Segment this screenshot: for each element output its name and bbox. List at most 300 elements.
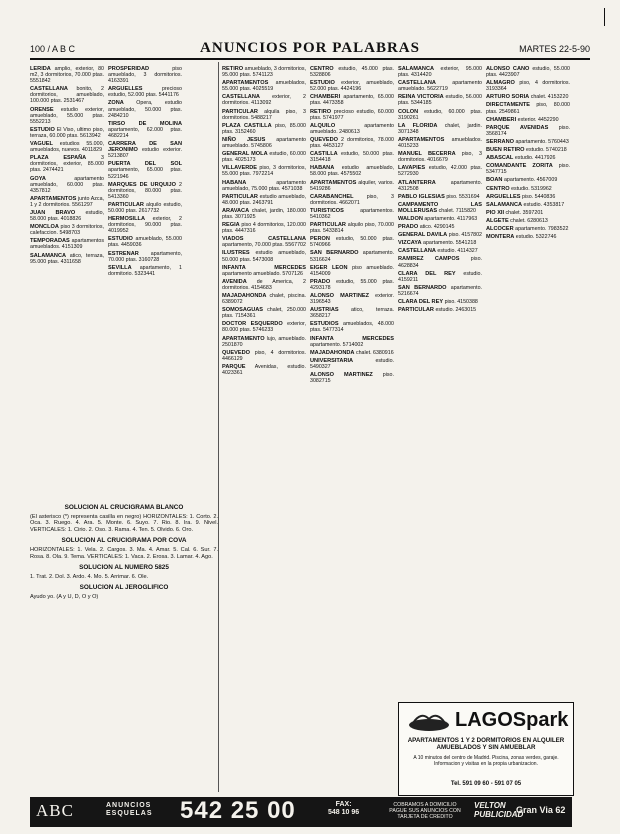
ad-body: piso, 4 dormitorios. 3193364 [486, 80, 570, 93]
ad-heading: WALDON [398, 215, 423, 222]
classified-ad [486, 177, 570, 183]
ad-body: Avenidas, estudio. 4023361 [222, 363, 306, 377]
classified-ad [398, 256, 482, 268]
classified-ad [310, 66, 394, 78]
classified-ad [30, 238, 104, 250]
classified-ad [486, 80, 570, 92]
classified-ad [398, 109, 482, 121]
classified-ad [486, 117, 570, 123]
lagos-subtitle: APARTAMENTOS 1 Y 2 DORMITORIOS EN ALQUILER AMUEBLADOS Y SIN AMUEBLAR [407, 737, 565, 751]
ad-body: 2 dormitorios, 80.000 ptas. 5413360 [108, 181, 182, 200]
classified-ad [310, 165, 394, 177]
ad-heading: ALONSO MARTINEZ [310, 372, 373, 379]
classified-ad [108, 121, 182, 139]
ad-body: apartamento. 5316624 [310, 250, 394, 263]
ad-heading: QUEVEDO [222, 349, 250, 356]
classified-ad [398, 240, 482, 246]
ad-heading: TEMPORADAS [30, 238, 70, 245]
ad-body: El Viso, ultimo piso, terraza, 60.000 ptas. 5613942 [30, 126, 104, 139]
classified-ad [222, 123, 306, 135]
ad-body: apartamento amueblado. 5622719 [398, 80, 482, 93]
ad-body: exterior, 2 dormitorios, 90.000 ptas. 4019952 [108, 216, 182, 235]
classified-ad [222, 180, 306, 192]
classified-ad [310, 307, 394, 319]
ad-heading: PARTICULAR [222, 108, 258, 115]
ad-heading: HERMOSILLA [108, 216, 145, 223]
ad-body: estudio. 5740218 [526, 147, 567, 154]
classified-ad [108, 216, 182, 234]
ad-heading: INFANTA MERCEDES [222, 264, 306, 271]
classified-ad [398, 180, 482, 192]
classified-ad [222, 307, 306, 319]
ad-body: apartamento, 65.000 ptas. 4473358 [310, 94, 394, 107]
ad-heading: TURISTICOS [310, 207, 344, 214]
ad-body: apartamento. 4312508 [398, 179, 482, 192]
ad-heading: ARAVACA [222, 207, 250, 214]
ad-body: atico, terraza, 95.000 ptas. 4311658 [30, 252, 104, 265]
classified-ad [222, 265, 306, 277]
classified-ad [398, 123, 482, 135]
ad-heading: BOAN [486, 177, 503, 184]
ad-body: chalet. 3597201 [505, 209, 544, 216]
classified-ad [310, 336, 394, 348]
classified-ad [108, 265, 182, 277]
classified-ad [222, 321, 306, 333]
ad-heading: CASTELLANA [398, 248, 436, 255]
ad-body: amplio, exterior, 80 m2, 3 dormitorios, 70.000 ptas. 5551842 [30, 66, 104, 85]
classified-ad [108, 182, 182, 200]
ad-heading: CASTILLA [310, 151, 338, 158]
ad-heading: COLON [398, 108, 419, 115]
ad-heading: CENTRO [310, 66, 334, 72]
ad-heading: ZONA [108, 100, 124, 107]
ad-body: chalet. 7115820 [438, 207, 476, 214]
classified-ad [310, 194, 394, 206]
ad-body: estudio. 4114327 [437, 248, 478, 255]
ad-heading: PERON [310, 236, 330, 243]
ad-body: piso. 4157802 [448, 232, 482, 239]
ad-heading: MANUEL BECERRA [398, 151, 456, 158]
classified-ad [310, 137, 394, 149]
ad-heading: APARTAMENTO [222, 335, 265, 342]
ad-heading: ESTUDIO [108, 236, 133, 243]
ad-heading: VAGUEL [30, 141, 53, 148]
ad-body: estudio, 58.000 ptas. 4018826 [30, 209, 104, 223]
ads-column-2 [108, 66, 182, 452]
ad-heading: EIGER LEON [310, 264, 348, 271]
ad-heading: TIRSO DE MOLINA [108, 120, 182, 127]
ad-body: alquilo estudio, 50.000 ptas. 2617732 [108, 201, 182, 214]
ad-body: estudio, 55.000 ptas. 4423907 [486, 66, 570, 79]
fax-number: 548 10 96 [328, 809, 360, 816]
ad-heading: PRADO [398, 224, 419, 231]
ad-body: piso 3 dormitorios, calefaccion. 5498703 [30, 224, 104, 237]
ad-body: estudio. 4353817 [523, 201, 565, 208]
classified-ad [222, 293, 306, 305]
classified-ad [398, 94, 482, 106]
ad-heading: CARABANCHEL [310, 193, 354, 200]
classified-ad [486, 194, 570, 200]
ad-heading: MONCLOA [30, 224, 59, 231]
classified-ad [30, 127, 104, 139]
classified-ad [30, 107, 104, 125]
velton-name: VELTON [474, 801, 506, 810]
gran-via-address: Gran Via 62 [516, 805, 566, 815]
ad-body: junto Azca, 1 y 2 dormitorios. 5561297 [30, 195, 104, 208]
classified-ad [486, 186, 570, 192]
ad-heading: ALMAGRO [486, 80, 515, 87]
classified-ad [310, 109, 394, 121]
classified-ad [398, 80, 482, 92]
ad-heading: ESTRENAR [108, 250, 139, 257]
classified-ad [222, 350, 306, 362]
ad-heading: ARGUELLES [108, 86, 143, 93]
ad-heading: LERIDA [30, 66, 51, 72]
ad-body: apartamento amueblado. 5707126 [222, 270, 303, 277]
classified-ad [108, 100, 182, 118]
ad-heading: CLARA DEL REY [398, 270, 456, 277]
classified-ad [398, 202, 482, 214]
ad-body: estudio amueblado, 58.000 ptas. 4575502 [310, 165, 394, 178]
ad-heading: QUEVEDO [310, 136, 338, 143]
classified-ad [398, 299, 482, 305]
classified-ad [30, 86, 104, 104]
ad-heading: REGIA [222, 222, 240, 229]
ad-body: chalet. 6380916 [355, 349, 394, 356]
ad-heading: MARQUES DE URQUIJO [108, 181, 177, 188]
ad-heading: SEVILLA [108, 264, 132, 271]
classified-ad [222, 66, 306, 78]
ad-heading: CASTELLANA [222, 94, 260, 101]
lagos-phone: Tel. 591 09 60 - 591 07 05 [450, 781, 522, 787]
classified-ad [30, 141, 104, 153]
ad-heading: ALONSO MARTINEZ [310, 293, 370, 299]
ad-body: apartamento, 70.000 ptas. 3160728 [108, 250, 182, 263]
ad-body: apartamento. 4567009 [503, 177, 558, 184]
classified-ad [398, 224, 482, 230]
solution-title: SOLUCION AL CRUCIGRAMA BLANCO [64, 504, 184, 511]
page-edge-mark [604, 8, 605, 26]
classified-ad [486, 226, 570, 232]
ads-column-5 [398, 66, 482, 700]
ad-heading: LAVAPIES [398, 165, 426, 172]
classified-ad [398, 151, 482, 163]
solution-text: HORIZONTALES: 1. Vela. 2. Cargos. 3. Ma. 4. Amar. 5. Cal. 6. Sur. 7. Rosa. 8. Ola. 9. Tema. VERTICALES: 1. Vaca. 2. Erosa. 3. Lamar. 4. Ago. [30, 546, 218, 560]
ad-body: estudio. 4417926 [514, 155, 556, 162]
classified-ad [222, 137, 306, 149]
ad-heading: ILUSTRES [222, 250, 250, 257]
abc-logo: ABC [36, 801, 74, 820]
ad-heading: MAJADAHONDA [222, 293, 267, 299]
classified-ad [222, 364, 306, 376]
solution-title: SOLUCION AL NUMERO 5825 [79, 564, 169, 572]
ad-body: estudio exterior. 5213807 [108, 147, 182, 160]
ad-heading: SAN BERNARDO [310, 250, 359, 257]
ad-body: exterior, 2 dormitorios. 4113092 [222, 94, 306, 107]
ad-body: 2 dormitorios, 78.000 ptas. 4453127 [310, 136, 394, 150]
ad-heading: MAJADAHONDA [310, 349, 355, 356]
ad-body: alquiler, varios. 5419286 [310, 179, 394, 192]
ad-body: apartamento, 1 dormitorio. 5323441 [108, 264, 182, 277]
ad-heading: ABASCAL [486, 155, 514, 162]
ad-body: amueblado, 55.000 ptas. 4459036 [108, 236, 182, 249]
classified-ad [310, 372, 394, 384]
classified-ad [486, 163, 570, 175]
classified-ad [108, 236, 182, 248]
ad-heading: CHAMBERI [310, 94, 341, 101]
ad-body: piso, 3 dormitorios. 4016679 [398, 151, 482, 164]
ad-body: piso, 4 dormitorios. 4466129 [222, 349, 306, 362]
puzzle-solutions [30, 500, 218, 780]
ad-heading: ESTUDIOS [310, 321, 339, 328]
ad-heading: CHAMBERI [486, 116, 517, 123]
ad-body: estudio, 55.000 ptas. 4293178 [310, 278, 394, 291]
ad-heading: AUSTRIAS [310, 307, 339, 314]
classified-ad [222, 279, 306, 291]
classified-ad [108, 66, 182, 84]
ad-heading: PARTICULAR [398, 307, 434, 314]
classified-ad [398, 285, 482, 297]
classified-ad [222, 165, 306, 177]
ad-body: atico, terraza. 3658217 [310, 307, 394, 320]
ad-heading: CARRERA DE SAN JERONIMO [108, 141, 182, 154]
ad-heading: CASTELLANA [30, 86, 68, 93]
classified-ad [398, 232, 482, 238]
column-divider [218, 62, 219, 792]
ad-heading: CENTRO [486, 185, 510, 192]
ad-heading: ARGUELLES [486, 193, 521, 200]
ad-heading: CLARA DEL REY [398, 299, 444, 305]
ad-body: estudio, 45.000 ptas. 5328806 [310, 66, 394, 79]
ad-body: estudio. 5490327 [310, 357, 394, 370]
ad-heading: JUAN BRAVO [30, 209, 76, 216]
ad-heading: ESTUDIO [30, 126, 55, 133]
classified-ad [486, 94, 570, 100]
ad-body: precioso estudio, 60.000 ptas. 5741977 [310, 108, 394, 121]
solution-text: 1. Trat. 2. Dol. 3. Ardo. 4. Mo. 5. Arrimar. 6. Ole. [30, 573, 149, 580]
payment-info: COBRAMOS A DOMICILIO PAGUE SUS ANUNCIOS CON TARJETA DE CREDITO [389, 802, 461, 821]
classified-ad [108, 141, 182, 159]
classified-ad [222, 94, 306, 106]
fax-label: FAX: [335, 801, 352, 808]
lagos-logo-icon [407, 707, 451, 733]
classified-ad [486, 125, 570, 137]
ad-heading: VIZCAYA [398, 240, 422, 247]
ad-heading: ALONSO CANO [486, 66, 530, 72]
ad-body: apartamento. 5216674 [398, 284, 482, 297]
ad-body: piso 4 dormitorios, 120.000 ptas. 4447316 [222, 222, 306, 235]
classified-ad [486, 102, 570, 114]
ad-heading: RETIRO [310, 108, 332, 115]
ad-heading: DIRECTAMENTE [486, 102, 531, 109]
ad-body: piso amueblado, 3 dormitorios. 4163391 [108, 66, 182, 85]
ad-body: apartamentos amueblados. 4151309 [30, 238, 104, 251]
classified-ad [310, 80, 394, 92]
classified-ad [486, 147, 570, 153]
ad-body: amueblados, 48.000 ptas. 5477314 [310, 321, 394, 334]
anuncios-esquelas [106, 802, 153, 818]
classified-ad [30, 253, 104, 265]
ad-body: atico. 4290145 [419, 224, 455, 231]
ad-body: exterior, amueblado, 52.000 ptas. 4424196 [310, 80, 394, 93]
ad-heading: APARTAMENTOS [30, 195, 77, 202]
lagospark-advert [398, 702, 574, 796]
ad-body: estudio. 5319962 [511, 185, 552, 192]
classified-ad [398, 165, 482, 177]
ad-body: estudio, 50.000 ptas. 5740966 [310, 236, 394, 249]
ad-heading: RAMIREZ CAMPOS [398, 256, 460, 263]
ad-body: chalet. 4153220 [530, 94, 569, 101]
ad-heading: PARTICULAR [310, 222, 346, 229]
ads-phone-number: 542 25 00 [180, 797, 296, 824]
ad-heading: HABANA [310, 165, 335, 172]
ad-heading: COMANDANTE ZORITA [486, 163, 553, 170]
ads-column-3 [222, 66, 306, 766]
ad-heading: PRADO [310, 278, 331, 285]
classified-ad [310, 321, 394, 333]
ad-body: piso, 80.000 ptas. 2549861 [486, 102, 570, 115]
ad-body: estudio, 60.000 ptas. 3190261 [398, 108, 482, 121]
ad-heading: VIADOS CASTELLANA [222, 236, 306, 243]
classified-ad [222, 208, 306, 220]
classified-ad [310, 350, 394, 356]
ad-heading: NIÑO JESUS [222, 136, 266, 143]
classified-ad [486, 218, 570, 224]
ad-body: bonito, 2 dormitorios, amueblado, 100.000 ptas. 2531467 [30, 86, 104, 105]
ad-heading: GENERAL MOLA [222, 151, 268, 158]
classified-ad [30, 66, 104, 84]
ad-body: estudio. 5322746 [515, 234, 557, 241]
ads-column-1 [30, 66, 104, 496]
ad-body: apartamento. 5714002 [310, 341, 364, 348]
ad-body: de America, 2 dormitorios. 4154683 [222, 278, 306, 291]
ad-body: apartamentos. 5410362 [310, 207, 394, 220]
ad-body: piso. 5531694 [446, 193, 480, 200]
ad-body: amueblado, 3 dormitorios, 95.000 ptas. 5741123 [222, 66, 306, 79]
classified-ad [398, 66, 482, 78]
classified-ad [108, 251, 182, 263]
ad-body: apartamento, 65.000 ptas. 5221946 [108, 167, 182, 180]
ad-body: apartamento amueblado, 60.000 ptas. 4357812 [30, 175, 104, 194]
classified-ad [222, 222, 306, 234]
classified-ad [222, 151, 306, 163]
ad-body: chalet, 250.000 ptas. 7154361 [222, 307, 306, 320]
classified-ad [310, 222, 394, 234]
ad-heading: PROSPERIDAD [108, 66, 150, 72]
ad-body: lujo, amueblado. 2501870 [222, 335, 306, 348]
ad-heading: ORENSE [30, 106, 54, 113]
classified-ad [398, 216, 482, 222]
ad-heading: SALAMANCA [30, 252, 67, 259]
classified-ad [398, 137, 482, 149]
ad-body: apartamento. 5760443 [515, 138, 569, 145]
ad-body: amueblados. 4015233 [398, 136, 482, 150]
classified-ad [108, 161, 182, 179]
classified-ad [310, 151, 394, 163]
ad-body: piso. 3082715 [310, 372, 394, 385]
classified-ad [30, 224, 104, 236]
solution-text: (El asterisco (*) representa casilla en negro) HORIZONTALES: 1. Corto. 2. Oca. 3. Ruego. 4. Ara. 5. Monte. 6. Suyo. 7. Rio. 8. Ira. 9. Nivel. VERTICALES: 1. Cirio. 2. Oso. 3. Rama. 4. Ten. 5. Olvido. 6. Oro. [30, 513, 218, 533]
ad-body: apartamento, 70.000 ptas. 5567702 [222, 242, 306, 249]
fax-block [328, 801, 359, 817]
ad-heading: AVENIDA [222, 278, 247, 285]
ad-body: apartamento. 7983522 [515, 225, 569, 232]
classified-ad [222, 236, 306, 248]
ad-heading: CASTELLANA [398, 80, 436, 87]
ad-heading: ATLANTERRA [398, 179, 436, 186]
ad-heading: PLAZA ESPAÑA [30, 155, 87, 162]
classified-ad [486, 202, 570, 208]
classified-ad [222, 80, 306, 92]
ad-heading: APARTAMENTOS [398, 136, 445, 143]
ad-heading: DOCTOR ESQUERDO [222, 321, 283, 328]
ad-body: apartamento amueblado, 75.000 ptas. 4571038 [222, 179, 306, 192]
ad-body: estudio, 42.000 ptas. 5272930 [398, 165, 482, 178]
ad-heading: PUERTA DEL SOL [108, 161, 182, 168]
ad-heading: PARQUE AVENIDAS [486, 124, 549, 131]
ad-body: precioso estudio, 52.000 ptas. 5441176 [108, 86, 182, 99]
classified-ad [486, 139, 570, 145]
ad-body: estudio, 50.000 ptas. 3154418 [310, 151, 394, 164]
ad-body: apartamento amueblado. 5745806 [222, 136, 306, 150]
classified-ad [222, 109, 306, 121]
ad-body: exterior, 95.000 ptas. 4314420 [398, 66, 482, 79]
lagos-title: LAGOSpark [455, 709, 569, 731]
ad-body: estudio exterior, amueblado, 55.000 ptas. 5552213 [30, 106, 104, 125]
classified-ad [486, 210, 570, 216]
ad-heading: ALQUILO [310, 122, 336, 129]
classified-ad [310, 265, 394, 277]
classified-ad [222, 336, 306, 348]
ad-heading: REINA VICTORIA [398, 94, 444, 101]
ad-heading: PARTICULAR [108, 201, 144, 208]
ad-heading: ESTUDIO [310, 80, 335, 87]
ad-body: estudio amueblado, 50.000 ptas. 5473008 [222, 250, 306, 263]
ads-column-6 [486, 66, 570, 700]
ad-heading: PABLO IGLESIAS [398, 193, 445, 200]
page-date: MARTES 22-5-90 [519, 44, 590, 54]
ad-body: 3 dormitorios, exterior, 85.000 ptas. 2474421 [30, 155, 104, 174]
solution-text: Ayudo yo. (A y U, D, O y O) [30, 593, 99, 600]
ad-heading: APARTAMENTOS [222, 80, 269, 87]
classified-ad [30, 155, 104, 173]
ad-body: apartamento amueblado. 2480613 [310, 122, 394, 135]
classified-ad [222, 194, 306, 206]
classified-ad [222, 250, 306, 262]
ad-body: piso, 3 dormitorios, 55.000 ptas. 7972214 [222, 165, 306, 178]
ad-heading: VILLAVERDE [222, 165, 258, 172]
classified-ad [310, 236, 394, 248]
classified-footer-banner [30, 797, 572, 827]
ad-body: piso. 4150388 [444, 299, 478, 305]
ad-heading: GOYA [30, 175, 46, 182]
classified-ad [486, 234, 570, 240]
classified-ad [310, 94, 394, 106]
classified-ad [30, 176, 104, 194]
classified-ad [310, 293, 394, 305]
ad-body: Opera, estudio amueblado, 50.000 ptas. 2484210 [108, 100, 182, 119]
ad-body: piso, 3 dormitorios. 4662071 [310, 193, 394, 206]
esquelas-label: ESQUELAS [106, 810, 153, 817]
ad-body: estudio. 2463015 [435, 307, 477, 314]
ad-body: piso, 85.000 ptas. 3152460 [222, 122, 306, 135]
ad-body: alquila piso, 3 dormitorios. 5488217 [222, 108, 306, 121]
classified-ad [310, 279, 394, 291]
ad-body: chalet, jardin. 3071348 [398, 122, 482, 135]
ad-heading: HABANA [222, 179, 247, 186]
ad-body: estudios 55.000, amueblados, nuevos. 4011829 [30, 141, 104, 154]
ad-heading: SALAMANCA [486, 201, 523, 208]
